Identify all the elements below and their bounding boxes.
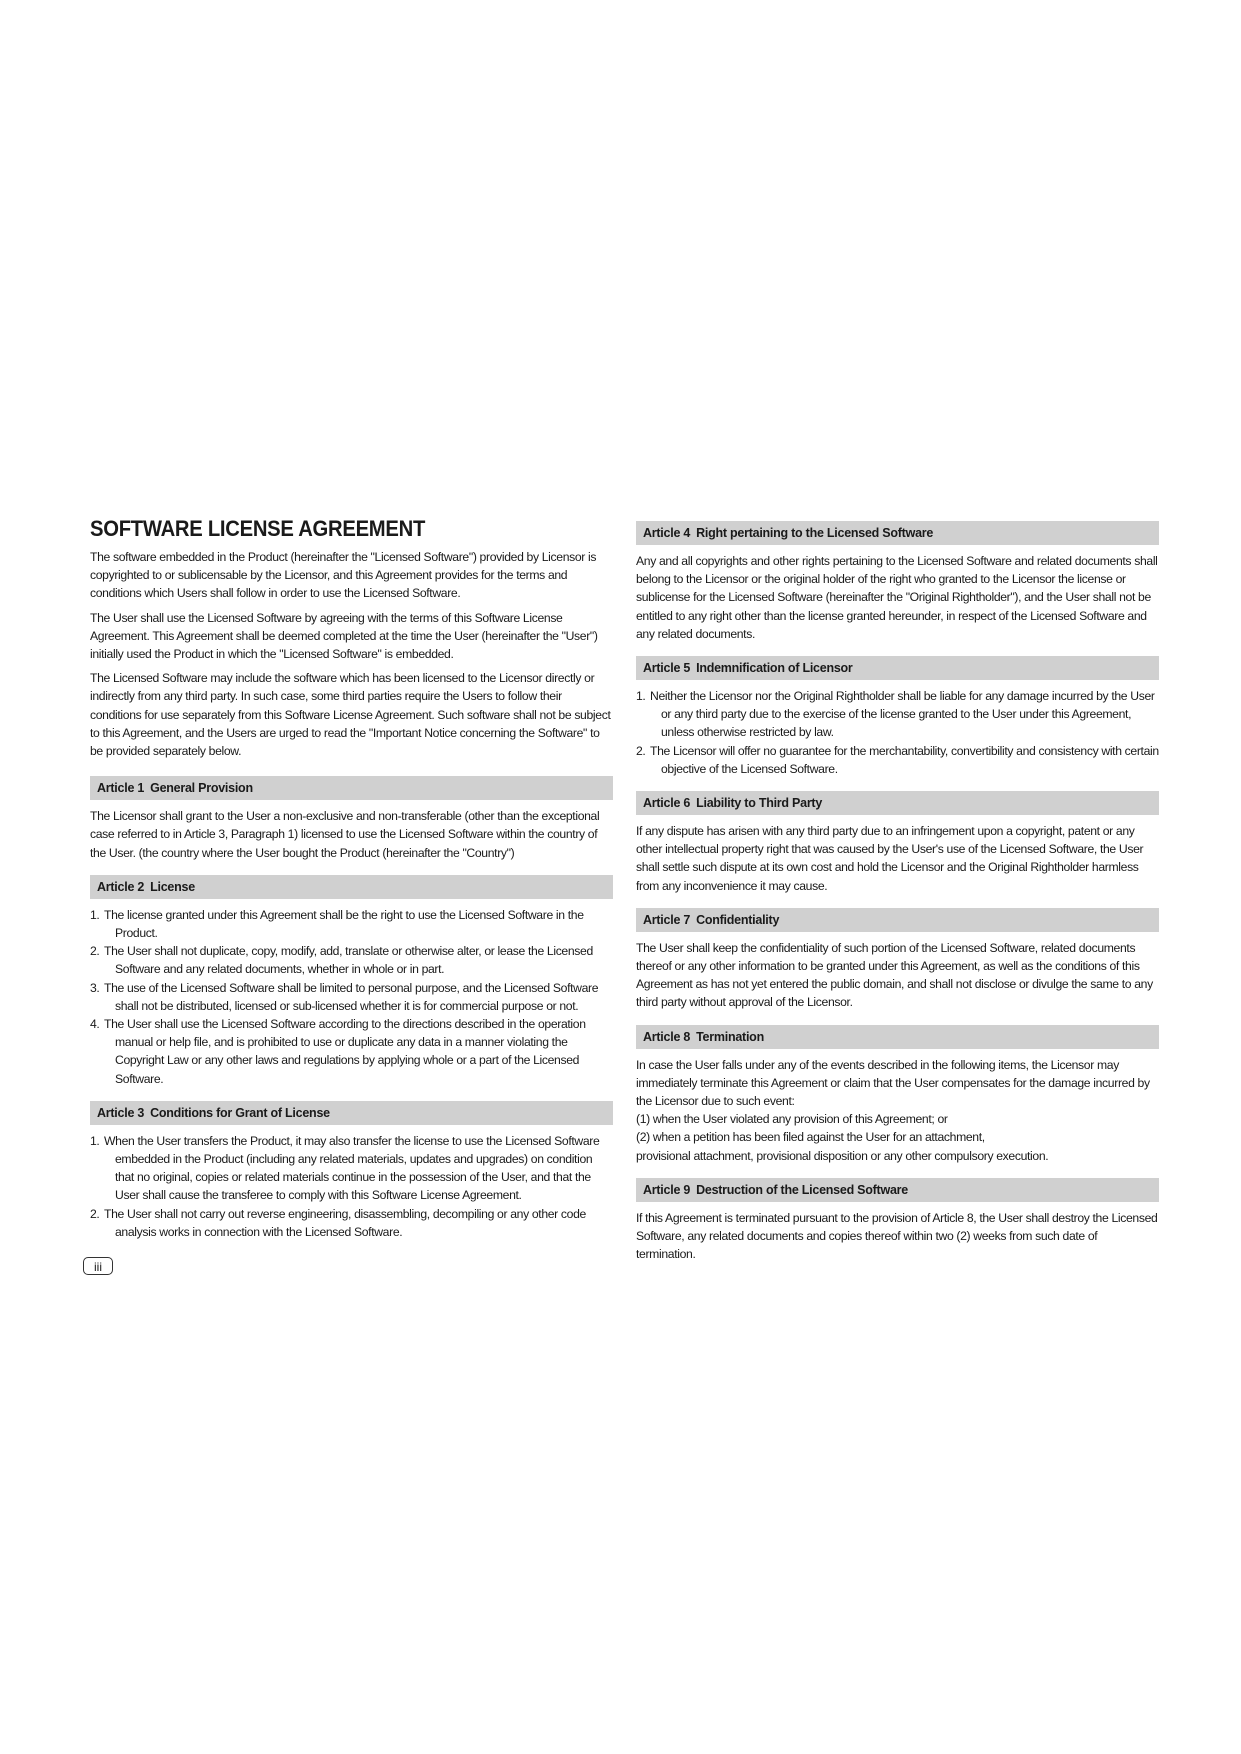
item-number: 3. xyxy=(90,980,100,995)
page-number: iii xyxy=(83,1257,113,1275)
article-5-number: Article 5 xyxy=(643,661,691,676)
list-item xyxy=(636,687,1159,742)
article-1-title: General Provision xyxy=(150,781,253,796)
article-9-title: Destruction of the Licensed Software xyxy=(696,1182,908,1197)
article-6-body: If any dispute has arisen with any third party due to an infringement upon a copyright, patent or any other intellectual property right that was caused by the User's use of the Licensed Software, the User shall settle such dispute at its own cost and hold the Licensor and the Original Rightholder harmless from any inconvenience it may cause. xyxy=(636,824,1144,893)
article-5-heading xyxy=(636,656,1159,680)
article-1-body: The Licensor shall grant to the User a non-exclusive and non-transferable (other than the exceptional case referred to in Article 3, Paragraph 1) licensed to use the Licensed Software within the country of the User. (the country where the User bought the Product (hereinafter the "Country") xyxy=(90,809,600,860)
article-2-heading xyxy=(90,875,613,899)
item-text: The User shall not duplicate, copy, modify, add, translate or otherwise alter, or lease the Licensed Software and any related documents, whether in whole or in part. xyxy=(104,944,593,977)
article-3-title: Conditions for Grant of License xyxy=(150,1105,330,1120)
article-2-title: License xyxy=(150,879,195,894)
item-text: The User shall not carry out reverse engineering, disassembling, decompiling or any other code analysis works in connection with the Licensed Software. xyxy=(104,1206,586,1239)
article-8-title: Termination xyxy=(696,1029,764,1044)
article-7-title: Confidentiality xyxy=(696,912,780,927)
list-item xyxy=(90,979,613,1015)
item-text: When the User transfers the Product, it may also transfer the license to use the Licensed Software embedded in the Product (including any related materials, updates and upgrades) on condition that no original, copies or related materials continue in the possession of the User, and that the User shall cause the transferee to comply with this Software License Agreement. xyxy=(104,1133,600,1203)
article-4-title: Right pertaining to the Licensed Software xyxy=(696,526,934,540)
item-number: 1. xyxy=(636,689,646,704)
article-5-list xyxy=(636,687,1159,778)
article-8-heading xyxy=(636,1025,1159,1049)
item-number: 2. xyxy=(90,944,100,959)
item-text: The use of the Licensed Software shall be limited to personal purpose, and the Licensed Software shall not be distributed, licensed or sub-licensed whether it is for commercial purpose or not. xyxy=(104,980,599,1013)
article-7-number: Article 7 xyxy=(643,912,691,927)
article-7-body: The User shall keep the confidentiality of such portion of the Licensed Software, related documents thereof or any other information to be granted under this Agreement, as well as the conditions of this Agreement as has not yet entered the public domain, and shall not disclose or divulge the same to any third party without approval of the Licensor. xyxy=(636,940,1153,1010)
article-6-heading xyxy=(636,791,1159,815)
list-item xyxy=(90,942,613,978)
item-number: 2. xyxy=(636,743,646,758)
list-item xyxy=(90,1132,613,1205)
item-text: The license granted under this Agreement shall be the right to use the Licensed Software in the Product. xyxy=(104,907,584,941)
item-number: 4. xyxy=(90,1017,100,1032)
intro-paragraph-1: The software embedded in the Product (hereinafter the "Licensed Software") provided by Licensor is copyrighted to or sublicensable by the Licensor, and this Agreement provides for the terms and conditions which Users shall follow in order to use the Licensed Software. xyxy=(90,550,597,601)
article-3-heading xyxy=(90,1101,613,1125)
item-text: The Licensor will offer no guarantee for the merchantability, convertibility and consistency with certain objective of the Licensed Software. xyxy=(650,743,1159,776)
list-item xyxy=(90,1205,613,1241)
item-number: 1. xyxy=(90,907,100,922)
article-2-number: Article 2 xyxy=(97,879,145,894)
article-8-item-2-cont: provisional attachment, provisional disposition or any other compulsory execution. xyxy=(636,1148,1049,1163)
list-item xyxy=(90,1015,613,1088)
left-column xyxy=(90,516,613,1247)
article-3-list xyxy=(90,1132,613,1241)
article-4-body: Any and all copyrights and other rights pertaining to the Licensed Software and related documents shall belong to the Licensor or the original holder of the right who granted to the Licensor the license or sublicense for the Licensed Software (hereinafter the "Original Rightholder"), and the User shall not be entitled to any right other than the license granted hereunder, in respect of the Licensed Software and any related documents. xyxy=(636,554,1158,641)
article-2-list xyxy=(90,906,613,1088)
article-8-number: Article 8 xyxy=(643,1029,691,1044)
article-4-heading xyxy=(636,521,1159,545)
item-number: 1. xyxy=(90,1133,100,1148)
article-8-item-1: (1) when the User violated any provision of this Agreement; or xyxy=(636,1112,948,1127)
document-title: SOFTWARE LICENSE AGREEMENT xyxy=(90,516,426,541)
article-9-heading xyxy=(636,1178,1159,1202)
item-text: The User shall use the Licensed Software according to the directions described in the operation manual or help file, and is prohibited to use or duplicate any data in a manner violating the Copyright Law or any other laws and regulations by applying whole or a part of the Licensed Software. xyxy=(104,1017,586,1086)
article-4-number: Article 4 xyxy=(643,526,691,540)
right-column xyxy=(636,521,1159,1269)
intro-paragraph-3: The Licensed Software may include the software which has been licensed to the Licensor directly or indirectly from any third party. In such case, some third parties require the Users to follow their conditions for use separately from this Software License Agreement. Such software shall not be subject to this Agreement, and the Users are urged to read the "Important Notice concerning the Software" to be provided separately below. xyxy=(90,671,611,759)
article-8-item-2: (2) when a petition has been filed against the User for an attachment, xyxy=(636,1130,985,1145)
article-7-heading xyxy=(636,908,1159,932)
article-1-number: Article 1 xyxy=(97,781,145,796)
article-9-number: Article 9 xyxy=(643,1182,691,1197)
list-item xyxy=(636,742,1159,778)
article-5-title: Indemnification of Licensor xyxy=(696,661,853,676)
article-6-number: Article 6 xyxy=(643,796,691,811)
item-text: Neither the Licensor nor the Original Rightholder shall be liable for any damage incurred by the User or any third party due to the exercise of the license granted to the User under this Agreement, unless otherwise restricted by law. xyxy=(650,689,1155,740)
article-1-heading xyxy=(90,776,613,800)
article-3-number: Article 3 xyxy=(97,1105,145,1120)
article-8-body: In case the User falls under any of the events described in the following items, the Licensor may immediately terminate this Agreement or claim that the User compensates for the damage incurred by the Licensor due to such event: xyxy=(636,1057,1150,1109)
intro-paragraph-2: The User shall use the Licensed Software by agreeing with the terms of this Software License Agreement. This Agreement shall be deemed completed at the time the User (hereinafter the "User") initially used the Product in which the "Licensed Software" is embedded. xyxy=(90,610,598,662)
item-number: 2. xyxy=(90,1206,100,1221)
article-6-title: Liability to Third Party xyxy=(696,796,823,811)
list-item xyxy=(90,906,613,942)
article-9-body: If this Agreement is terminated pursuant to the provision of Article 8, the User shall destroy the Licensed Software, any related documents and copies thereof within two (2) weeks from such date of termination. xyxy=(636,1210,1158,1262)
